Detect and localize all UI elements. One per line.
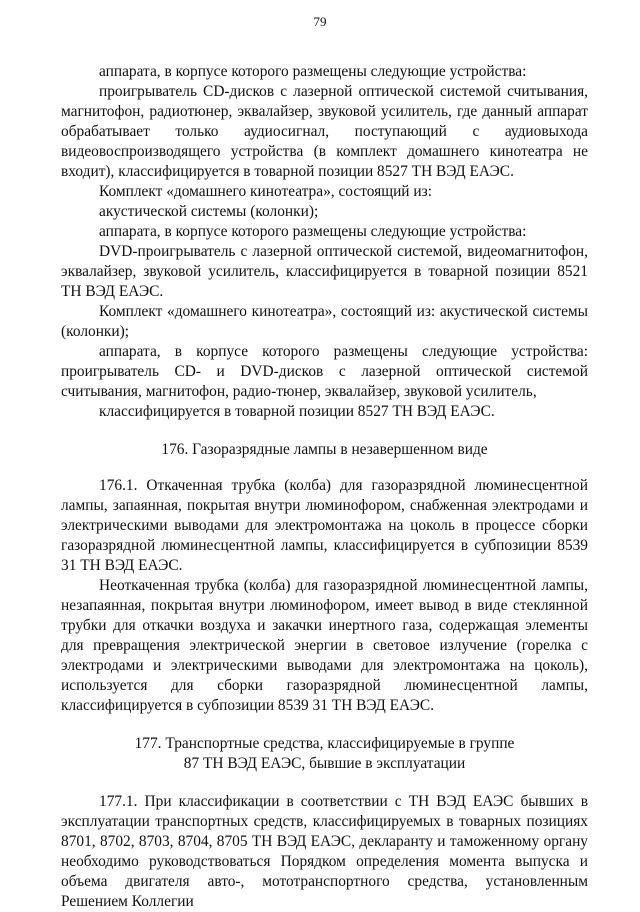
- section-heading: [61, 440, 588, 460]
- paragraph: аппарата, в корпусе которого размещены следующие устройства: проигрыватель CD- и DVD-дисков с лазерной оптической системой считывания, магнитофон, радио-тюнер, эквалайзер, звуковой усилитель,: [61, 343, 588, 400]
- paragraph: проигрыватель CD-дисков с лазерной оптической системой считывания, магнитофон, радиотюнер, эквалайзер, звуковой усилитель, где данный аппарат обрабатывает только аудиосигнал, поступающий с аудиовыхода видеовоспроизводящего устройства (в комплект домашнего кинотеатра не входит), классифицируется в товарной позиции 8527 ТН ВЭД ЕАЭС.: [61, 83, 588, 180]
- spacer: [61, 460, 588, 476]
- paragraph: 177.1. При классификации в соответствии с ТН ВЭД ЕАЭС бывших в эксплуатации транспортных средств, классифицируемых в товарных позициях 8701, 8702, 8703, 8704, 8705 ТН ВЭД ЕАЭС, декларанту и таможенному органу необходимо руководствоваться Порядком определения момента выпуска и объема двигателя авто-, мототранспортного средства, установленным Решением Коллегии: [61, 793, 588, 910]
- page-number: 79: [313, 14, 327, 29]
- spacer: [61, 422, 588, 440]
- paragraph: аппарата, в корпусе которого размещены следующие устройства:: [99, 223, 527, 240]
- paragraph: DVD-проигрыватель с лазерной оптической системой, видеомагнитофон, эквалайзер, звуковой усилитель, классифицируется в товарной позиции 8521 ТН ВЭД ЕАЭС.: [61, 243, 588, 300]
- section-heading-line: 87 ТН ВЭД ЕАЭС, бывшие в эксплуатации: [183, 755, 466, 772]
- paragraph: 176.1. Откаченная трубка (колба) для газоразрядной люминесцентной лампы, запаянная, покрытая внутри люминофором, снабженная электродами и электрическими выводами для электромонтажа на цоколь в процессе сборки газоразрядной люминесцентной лампы, классифицируется в субпозиции 8539 31 ТН ВЭД ЕАЭС.: [61, 477, 588, 574]
- paragraph: Комплект «домашнего кинотеатра», состоящий из:: [99, 183, 432, 200]
- paragraph: Комплект «домашнего кинотеатра», состоящий из: акустической системы (колонки);: [61, 303, 588, 340]
- paragraph: классифицируется в товарной позиции 8527 ТН ВЭД ЕАЭС.: [99, 403, 495, 420]
- section-heading-line: 176. Газоразрядные лампы в незавершенном виде: [161, 441, 488, 458]
- document-body: [61, 62, 588, 912]
- spacer: [61, 716, 588, 734]
- paragraph: акустической системы (колонки);: [99, 203, 319, 220]
- paragraph: Неоткаченная трубка (колба) для газоразрядной люминесцентной лампы, незапаянная, покрытая внутри люминофором, имеет вывод в виде стеклянной трубки для откачки воздуха и закачки инертного газа, содержащая элементы для превращения электрической энергии в световое излучение (горелка с электродами и электрическими выводами для электромонтажа на цоколь), используется для сборки газоразрядной люминесцентной лампы, классифицируется в субпозиции 8539 31 ТН ВЭД ЕАЭС.: [61, 577, 588, 714]
- section-heading-line: 177. Транспортные средства, классифицируемые в группе: [134, 735, 515, 752]
- spacer: [61, 774, 588, 792]
- paragraph: аппарата, в корпусе которого размещены следующие устройства:: [99, 63, 527, 80]
- section-heading: [61, 734, 588, 774]
